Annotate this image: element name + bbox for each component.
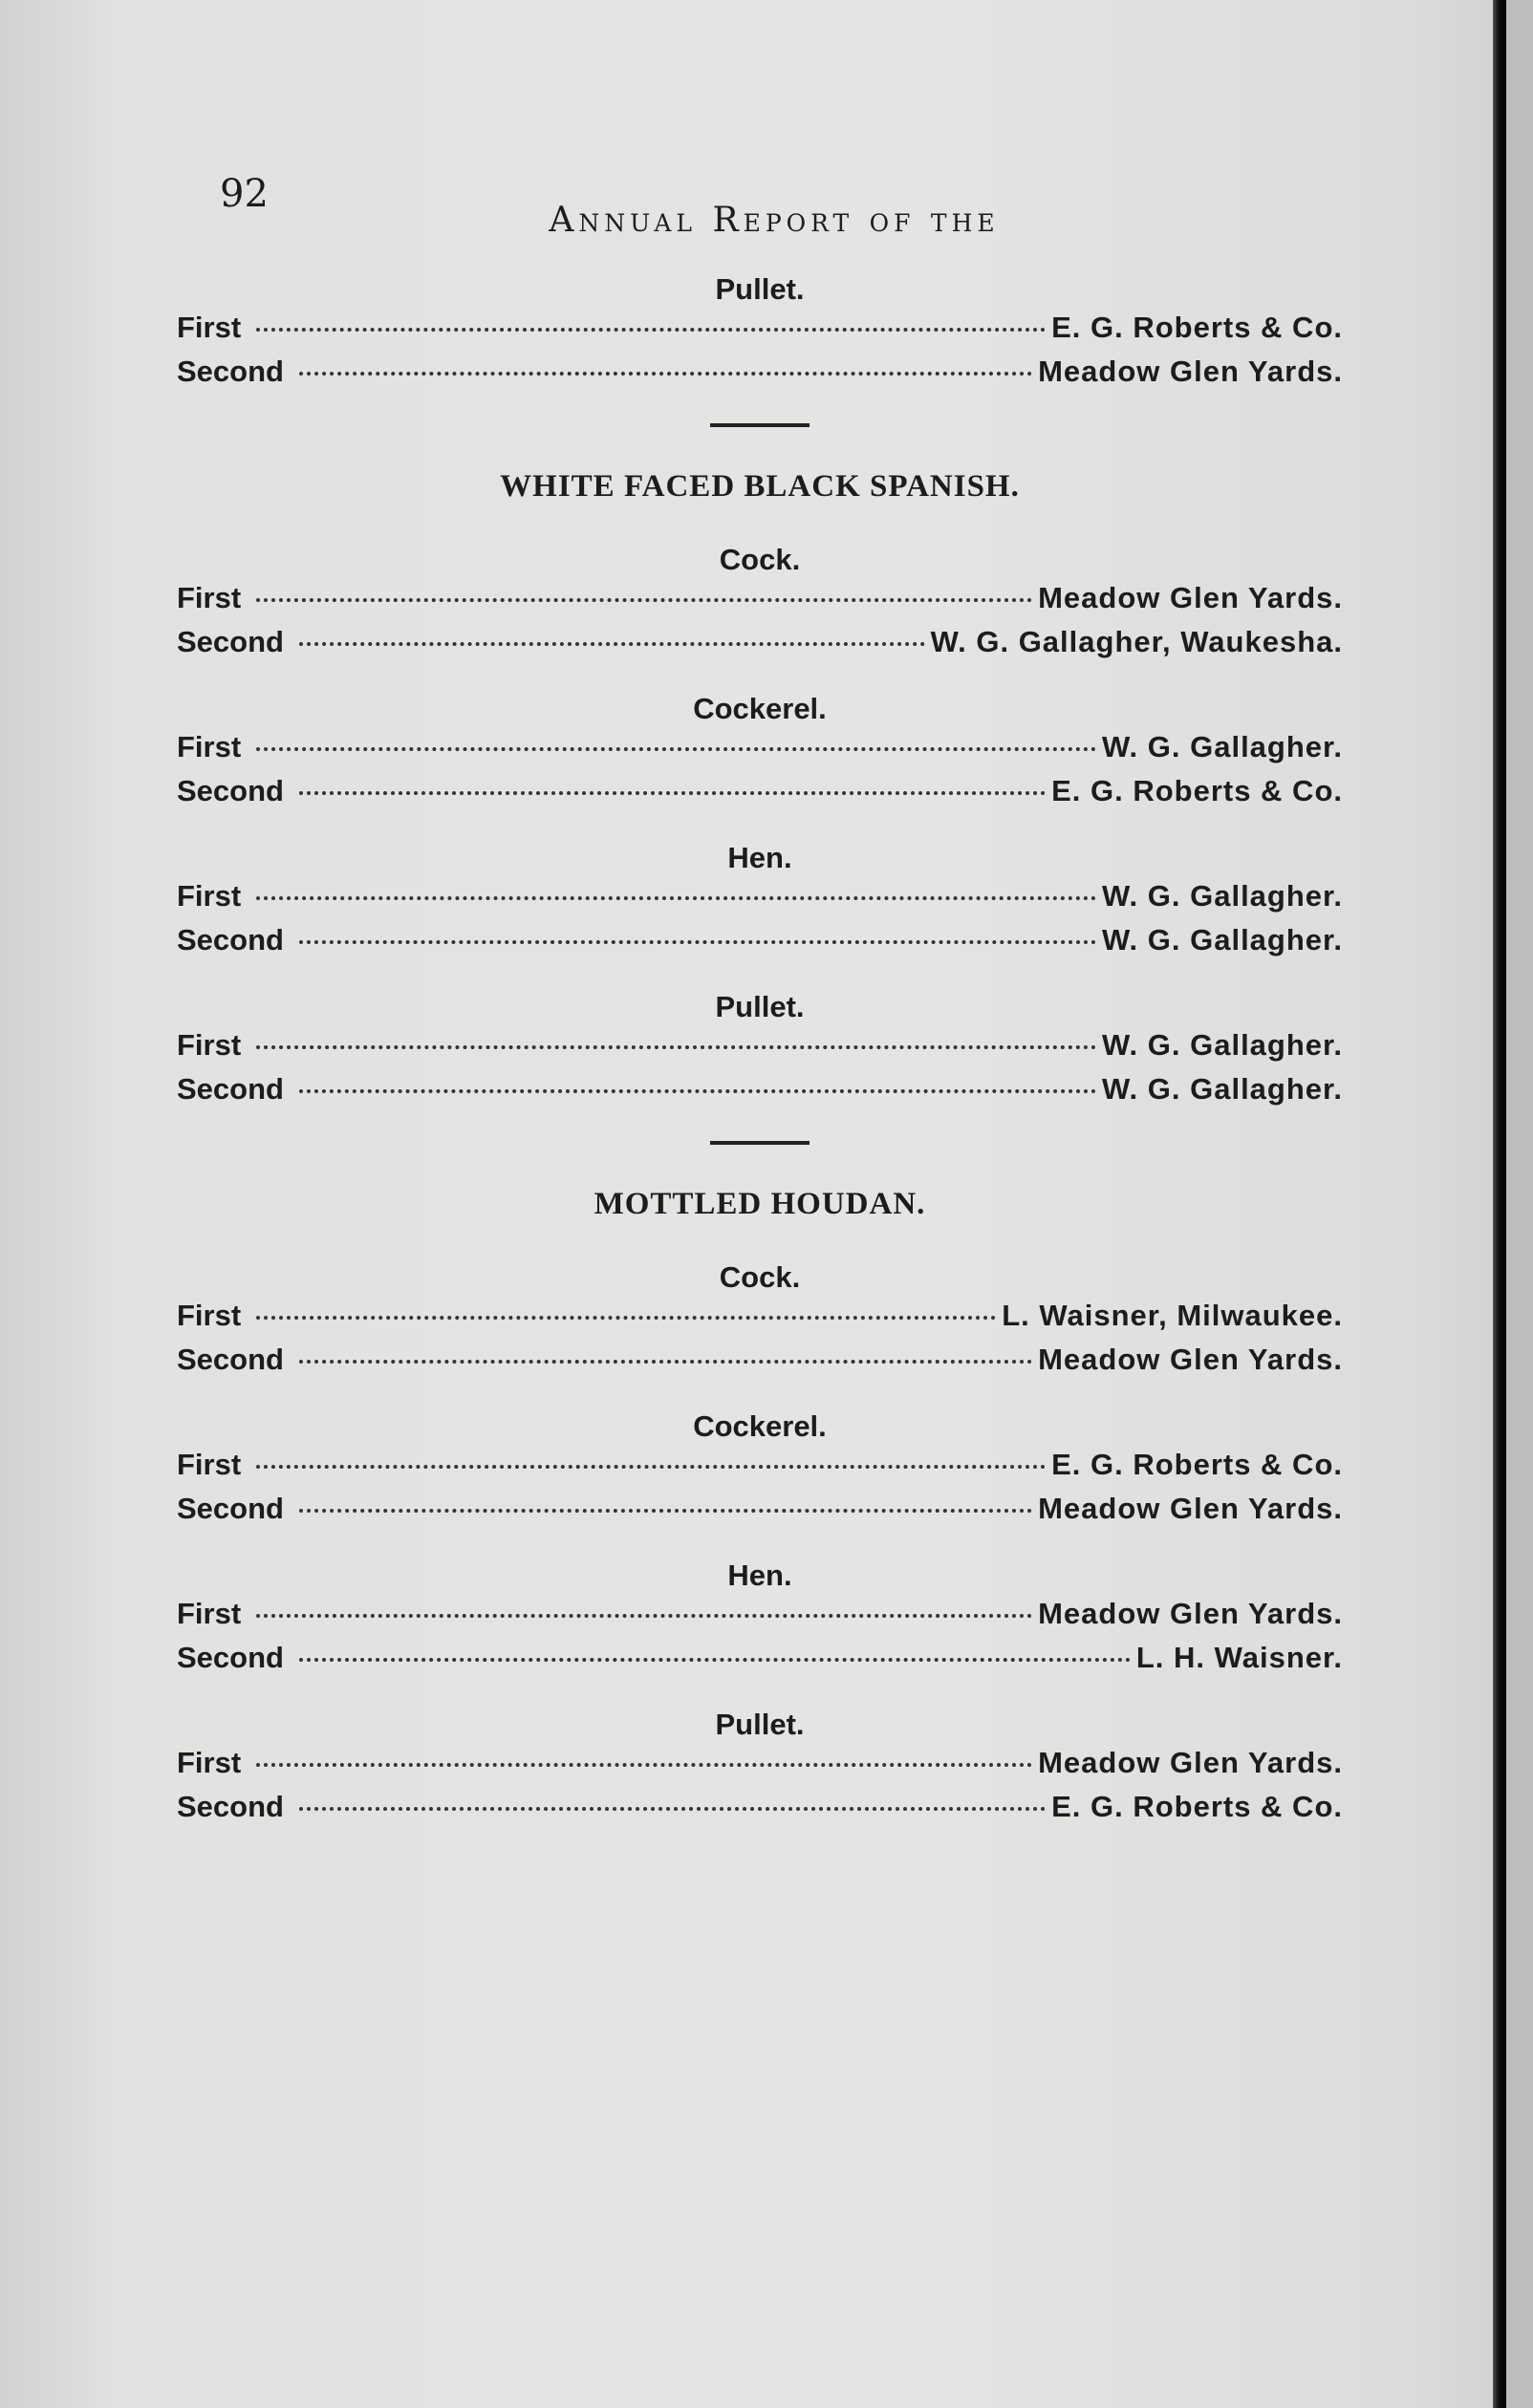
winner-name: E. G. Roberts & Co.	[1051, 311, 1343, 344]
result-row	[177, 1790, 1343, 1834]
result-row	[177, 625, 1343, 669]
class-group	[177, 1559, 1343, 1685]
class-title: Cock.	[719, 1260, 801, 1294]
class-title: Hen.	[727, 841, 792, 874]
placing-label: First	[177, 730, 242, 763]
section-divider	[710, 423, 810, 427]
leader-dots	[299, 1654, 1131, 1662]
class-title: Hen.	[727, 1559, 792, 1592]
section-divider	[710, 1141, 810, 1145]
running-title: Annual Report of the	[549, 201, 1000, 240]
placing-label: Second	[177, 1790, 284, 1823]
winner-name: Meadow Glen Yards.	[1038, 1492, 1343, 1525]
leader-dots	[299, 1803, 1046, 1811]
placing-label: Second	[177, 1641, 284, 1674]
breed-section	[177, 469, 1343, 1116]
placing-label: Second	[177, 923, 284, 957]
page-header	[220, 172, 1328, 248]
class-group	[177, 272, 1343, 398]
leader-dots	[299, 1505, 1032, 1513]
result-row	[177, 923, 1343, 967]
result-row	[177, 1343, 1343, 1387]
class-group	[177, 1260, 1343, 1387]
leader-dots	[256, 892, 1096, 900]
breed-section	[177, 272, 1343, 398]
breed-section	[177, 1187, 1343, 1834]
class-group	[177, 543, 1343, 669]
class-group	[177, 841, 1343, 967]
winner-name: W. G. Gallagher.	[1101, 730, 1343, 763]
placing-label: First	[177, 581, 242, 614]
winner-name: E. G. Roberts & Co.	[1051, 774, 1343, 807]
winner-name: L. Waisner, Milwaukee.	[1002, 1299, 1343, 1332]
class-title: Pullet.	[715, 272, 805, 306]
winner-name: E. G. Roberts & Co.	[1051, 1448, 1343, 1481]
placing-label: First	[177, 1299, 242, 1332]
class-group	[177, 1409, 1343, 1536]
placing-label: First	[177, 311, 242, 344]
leader-dots	[299, 787, 1046, 795]
result-row	[177, 355, 1343, 398]
winner-name: Meadow Glen Yards.	[1038, 355, 1343, 388]
leader-dots	[256, 1312, 996, 1320]
leader-dots	[299, 936, 1096, 944]
placing-label: Second	[177, 355, 284, 388]
winner-name: W. G. Gallagher.	[1101, 1028, 1343, 1062]
result-row	[177, 1299, 1343, 1343]
leader-dots	[256, 743, 1096, 751]
placing-label: First	[177, 1028, 242, 1062]
leader-dots	[256, 1610, 1032, 1618]
winner-name: W. G. Gallagher, Waukesha.	[930, 625, 1343, 658]
class-group	[177, 1708, 1343, 1834]
class-title: Pullet.	[715, 1708, 805, 1741]
result-row	[177, 1072, 1343, 1116]
result-row	[177, 1641, 1343, 1685]
leader-dots	[299, 1086, 1096, 1093]
winner-name: W. G. Gallagher.	[1101, 923, 1343, 957]
leader-dots	[256, 594, 1032, 602]
result-row	[177, 1746, 1343, 1790]
placing-label: First	[177, 1597, 242, 1630]
results-list	[177, 272, 1343, 1857]
class-title: Cock.	[719, 543, 801, 576]
result-row	[177, 730, 1343, 774]
page-number: 92	[220, 172, 269, 216]
winner-name: Meadow Glen Yards.	[1038, 581, 1343, 614]
winner-name: Meadow Glen Yards.	[1038, 1746, 1343, 1779]
result-row	[177, 879, 1343, 923]
result-row	[177, 1492, 1343, 1536]
leader-dots	[256, 324, 1046, 332]
winner-name: L. H. Waisner.	[1135, 1641, 1343, 1674]
breed-title: WHITE FACED BLACK SPANISH.	[500, 469, 1020, 504]
winner-name: W. G. Gallagher.	[1101, 879, 1343, 913]
leader-dots	[256, 1759, 1032, 1767]
winner-name: E. G. Roberts & Co.	[1051, 1790, 1343, 1823]
placing-label: First	[177, 879, 242, 913]
winner-name: Meadow Glen Yards.	[1038, 1597, 1343, 1630]
leader-dots	[299, 368, 1032, 376]
class-title: Cockerel.	[693, 1409, 827, 1443]
placing-label: Second	[177, 1492, 284, 1525]
winner-name: W. G. Gallagher.	[1101, 1072, 1343, 1106]
result-row	[177, 1597, 1343, 1641]
winner-name: Meadow Glen Yards.	[1038, 1343, 1343, 1376]
placing-label: Second	[177, 1072, 284, 1106]
page-binding-edge	[1493, 0, 1506, 2408]
breed-title: MOTTLED HOUDAN.	[594, 1187, 926, 1221]
placing-label: First	[177, 1448, 242, 1481]
leader-dots	[299, 638, 925, 646]
class-title: Pullet.	[715, 990, 805, 1023]
leader-dots	[256, 1042, 1096, 1049]
class-title: Cockerel.	[693, 692, 827, 725]
placing-label: First	[177, 1746, 242, 1779]
leader-dots	[256, 1461, 1046, 1469]
page-edge-shadow	[1506, 0, 1533, 2408]
result-row	[177, 1028, 1343, 1072]
class-group	[177, 990, 1343, 1116]
placing-label: Second	[177, 625, 284, 658]
result-row	[177, 1448, 1343, 1492]
placing-label: Second	[177, 774, 284, 807]
result-row	[177, 774, 1343, 818]
result-row	[177, 311, 1343, 355]
placing-label: Second	[177, 1343, 284, 1376]
class-group	[177, 692, 1343, 818]
result-row	[177, 581, 1343, 625]
leader-dots	[299, 1356, 1032, 1364]
